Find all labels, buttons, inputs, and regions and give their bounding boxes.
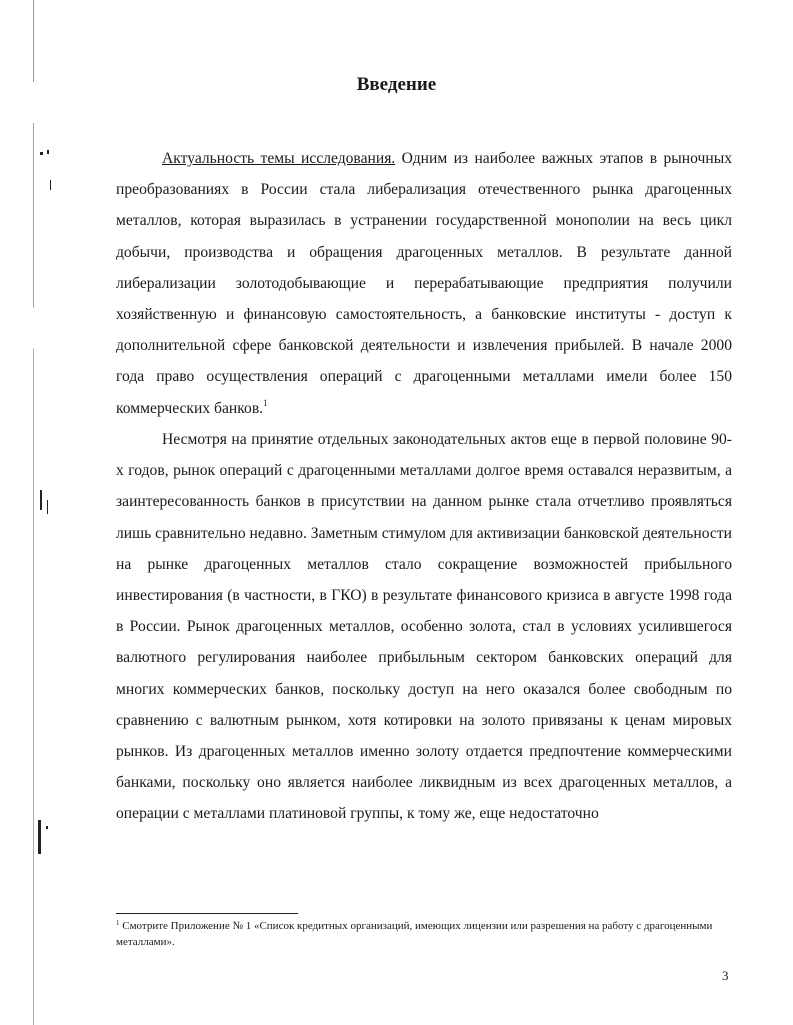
footnote-text: Смотрите Приложение № 1 «Список кредитных организаций, имеющих лицензии или разрешения на работу с драгоценными металлами».	[116, 920, 713, 948]
scan-speck	[47, 500, 48, 514]
paragraph-1-text: Одним из наиболее важных этапов в рыночных преобразованиях в России стала либерализация отечественного рынка драгоценных металлов, которая выразилась в устранении государственной монополии на весь цикл добычи, производства и обращения драгоценных металлов. В результате данной либерализации золотодобывающие и перерабатывающие предприятия получили хозяйственную и финансовую самостоятельность, а банковские институты - доступ к дополнительной сфере банковской деятельности и извлечения прибылей. В начале 2000 года право осуществления операций с драгоценными металлами имели более 150 коммерческих банков.	[116, 150, 732, 417]
scan-speck	[47, 150, 49, 154]
scan-edge-line	[33, 0, 34, 1025]
scan-speck	[40, 490, 42, 510]
scan-speck	[50, 180, 51, 190]
footnote	[116, 918, 732, 950]
scan-speck	[38, 820, 41, 854]
footnote-number: 1	[116, 919, 120, 927]
paragraph-1	[116, 143, 732, 424]
scan-speck	[46, 826, 48, 829]
page-number: 3	[722, 968, 729, 983]
paragraph-2	[116, 424, 732, 830]
scan-speck	[40, 152, 43, 155]
footnote-reference: 1	[263, 397, 268, 408]
paragraph-1-lead: Актуальность темы исследования.	[162, 150, 396, 167]
footnote-separator	[116, 913, 298, 914]
page-title: Введение	[356, 74, 437, 95]
paragraph-2-text: Несмотря на принятие отдельных законодательных актов еще в первой половине 90-х годов, рынок операций с драгоценными металлами долгое время оставался неразвитым, а заинтересованность банков в присутствии на данном рынке стала отчетливо проявляться лишь сравнительно недавно. Заметным стимулом для активизации банковской деятельности на рынке драгоценных металлов стало сокращение возможностей прибыльного инвестирования (в частности, в ГКО) в результате финансового кризиса в августе 1998 года в России. Рынок драгоценных металлов, особенно золота, стал в условиях усилившегося валютного регулирования наиболее прибыльным сектором банковских операций для многих коммерческих банков, поскольку доступ на него оказался более свободным по сравнению с валютным рынком, хотя котировки на золото привязаны к ценам мировых рынков. Из драгоценных металлов именно золоту отдается предпочтение коммерческими банками, поскольку оно является наиболее ликвидным из всех драгоценных металлов, а операции с металлами платиновой группы, к тому же, еще недостаточно	[116, 431, 732, 823]
